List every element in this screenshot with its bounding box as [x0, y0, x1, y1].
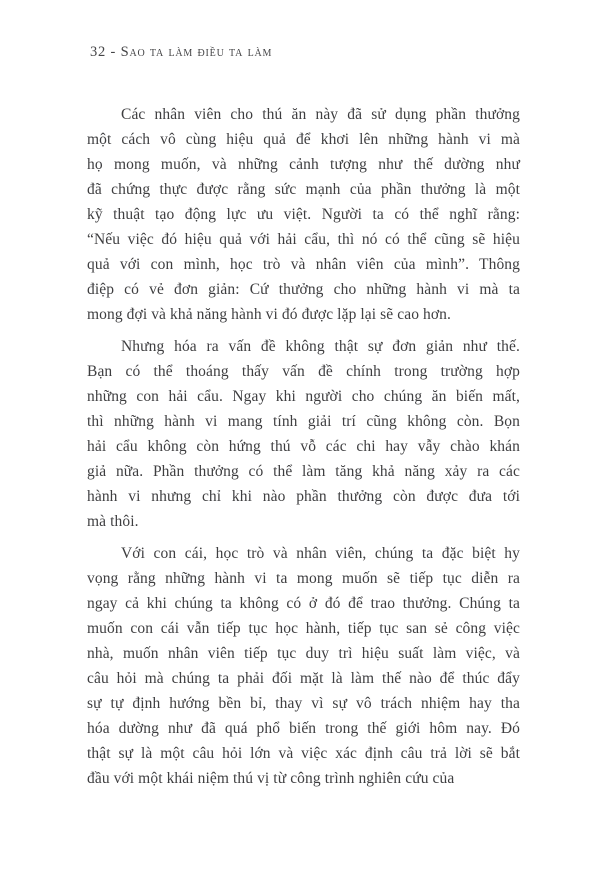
text-line: đầu với một khái niệm thú vị từ công trình nghiên cứu của — [87, 770, 455, 787]
text-line: ngay cả khi chúng ta không có ở đó để trao thưởng. Chúng ta — [87, 595, 520, 612]
text-line: quả với con mình, học trò và nhân viên của mình”. Thông — [87, 256, 520, 273]
paragraph-1 — [87, 102, 520, 327]
text-line: Bạn có thể thoáng thấy vấn đề chính trong trường hợp — [87, 363, 520, 380]
text-line: thì những hành vi mang tính giải trí cũng không còn. Bọn — [87, 413, 520, 430]
text-line: những con hải cẩu. Ngay khi người cho chúng ăn biến mất, — [87, 388, 520, 405]
text-line: Nhưng hóa ra vấn đề không thật sự đơn giản như thế. — [121, 338, 520, 355]
text-line: Với con cái, học trò và nhân viên, chúng ta đặc biệt hy — [121, 545, 520, 562]
text-line: “Nếu việc đó hiệu quả với hải cẩu, thì nó có thể cũng sẽ hiệu — [87, 231, 520, 248]
text-line: câu hỏi mà chúng ta phải đối mặt là làm thế nào để thúc đẩy — [87, 670, 520, 687]
text-line: nhà, muốn nhân viên tiếp tục duy trì hiệu suất làm việc, và — [87, 645, 520, 662]
text-line: mà thôi. — [87, 513, 139, 530]
text-line: họ mong muốn, và những cảnh tượng như thế dường như — [87, 156, 520, 173]
text-line: điệp có vẻ đơn giản: Cứ thưởng cho những hành vi mà ta — [87, 281, 520, 298]
paragraph-3 — [87, 541, 520, 791]
text-line: vọng rằng những hành vi ta mong muốn sẽ tiếp tục diễn ra — [87, 570, 520, 587]
running-header: 32 - Sao ta làm điều ta làm — [90, 44, 273, 60]
text-line: mong đợi và khả năng hành vi đó được lặp lại sẽ cao hơn. — [87, 306, 452, 323]
text-line: muốn con cái vẫn tiếp tục học hành, tiếp tục san sẻ công việc — [87, 620, 520, 637]
text-line: Các nhân viên cho thú ăn này đã sử dụng phần thưởng — [121, 106, 520, 123]
text-line: hóa dường như đã quá phổ biến trong thế giới hôm nay. Đó — [87, 720, 520, 737]
text-line: đã chứng thực được rằng sức mạnh của phần thưởng là một — [87, 181, 520, 198]
text-line: giả nữa. Phần thưởng có thể làm tăng khả năng xảy ra các — [87, 463, 520, 480]
text-line: một cách vô cùng hiệu quả để khơi lên những hành vi mà — [87, 131, 520, 148]
text-line: thật sự là một câu hỏi lớn và việc xác định câu trả lời sẽ bắt — [87, 745, 520, 762]
text-line: kỹ thuật tạo động lực ưu việt. Người ta có thể nghĩ rằng: — [87, 206, 520, 223]
text-line: sự tự định hướng bền bỉ, thay vì sự vô trách nhiệm hay tha — [87, 695, 520, 712]
text-line: hành vi nhưng chỉ khi nào phần thưởng còn được đưa tới — [87, 488, 520, 505]
body-text — [87, 102, 520, 798]
paragraph-2 — [87, 334, 520, 534]
text-line: hải cẩu không còn hứng thú vỗ các chi hay vẫy chào khán — [87, 438, 520, 455]
